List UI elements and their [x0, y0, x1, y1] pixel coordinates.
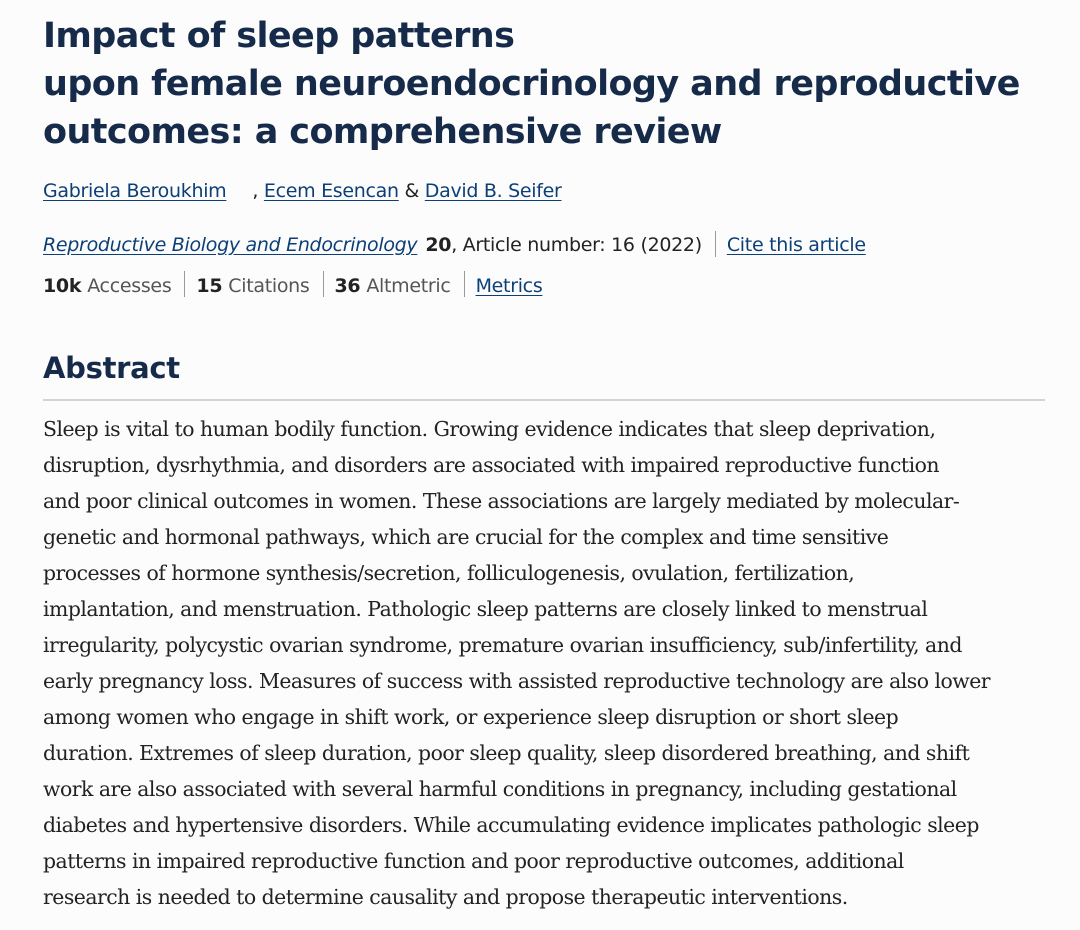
abstract-line: genetic and hormonal pathways, which are crucial for the complex and time sensitive	[43, 525, 889, 549]
title-line: Impact of sleep patterns	[43, 16, 515, 56]
article-number-year: , Article number: 16 (2022)	[451, 234, 702, 256]
abstract-line: and poor clinical outcomes in women. These associations are largely mediated by molecular-	[43, 489, 960, 513]
divider	[323, 271, 324, 297]
article-metrics	[43, 273, 1045, 300]
author-link[interactable]: David B. Seifer	[424, 180, 562, 202]
abstract-line: among women who engage in shift work, or experience sleep disruption or short sleep	[43, 705, 899, 729]
accesses-count: 10k	[43, 274, 82, 297]
divider	[715, 231, 716, 257]
abstract-line: diabetes and hypertensive disorders. While accumulating evidence implicates pathologic sleep	[43, 813, 979, 837]
abstract-line: Sleep is vital to human bodily function. Growing evidence indicates that sleep deprivation,	[43, 417, 936, 441]
citations-label: Citations	[228, 274, 310, 297]
author-link[interactable]: Ecem Esencan	[263, 180, 399, 202]
journal-link[interactable]: Reproductive Biology and Endocrinology	[43, 234, 418, 256]
abstract-line: early pregnancy loss. Measures of success with assisted reproductive technology are also lower	[43, 669, 991, 693]
volume-number: 20	[425, 234, 452, 256]
divider	[184, 271, 185, 297]
abstract-line: processes of hormone synthesis/secretion, folliculogenesis, ovulation, fertilization,	[43, 561, 855, 585]
abstract-line: irregularity, polycystic ovarian syndrome, premature ovarian insufficiency, sub/infertility, and	[43, 633, 962, 657]
author-list	[43, 178, 1045, 204]
abstract-line: work are also associated with several harmful conditions in pregnancy, including gestational	[43, 777, 957, 801]
article-title	[43, 12, 1045, 156]
author-comma: ,	[252, 180, 259, 202]
metrics-link[interactable]: Metrics	[475, 274, 543, 297]
citations-count: 15	[196, 274, 223, 297]
accesses-label: Accesses	[87, 274, 172, 297]
altmetric-score: 36	[334, 274, 361, 297]
abstract-line: disruption, dysrhythmia, and disorders are associated with impaired reproductive function	[43, 453, 940, 477]
citation-line	[43, 232, 1045, 259]
author-ampersand: &	[404, 180, 420, 202]
cite-this-article-link[interactable]: Cite this article	[726, 234, 866, 256]
article-header	[43, 12, 1045, 915]
abstract-line: patterns in impaired reproductive function and poor reproductive outcomes, additional	[43, 849, 904, 873]
divider	[464, 271, 465, 297]
section-divider	[43, 399, 1045, 401]
abstract-heading: Abstract	[43, 351, 180, 385]
title-line: outcomes: a comprehensive review	[43, 112, 722, 152]
altmetric-label: Altmetric	[366, 274, 451, 297]
abstract-line: duration. Extremes of sleep duration, poor sleep quality, sleep disordered breathing, and shift	[43, 741, 970, 765]
abstract-line: implantation, and menstruation. Pathologic sleep patterns are closely linked to menstrual	[43, 597, 928, 621]
abstract-text	[43, 411, 1045, 915]
abstract-line: research is needed to determine causality and propose therapeutic interventions.	[43, 885, 848, 909]
author-link[interactable]: Gabriela Beroukhim	[43, 180, 227, 202]
title-line: upon female neuroendocrinology and reproductive	[43, 64, 1020, 104]
